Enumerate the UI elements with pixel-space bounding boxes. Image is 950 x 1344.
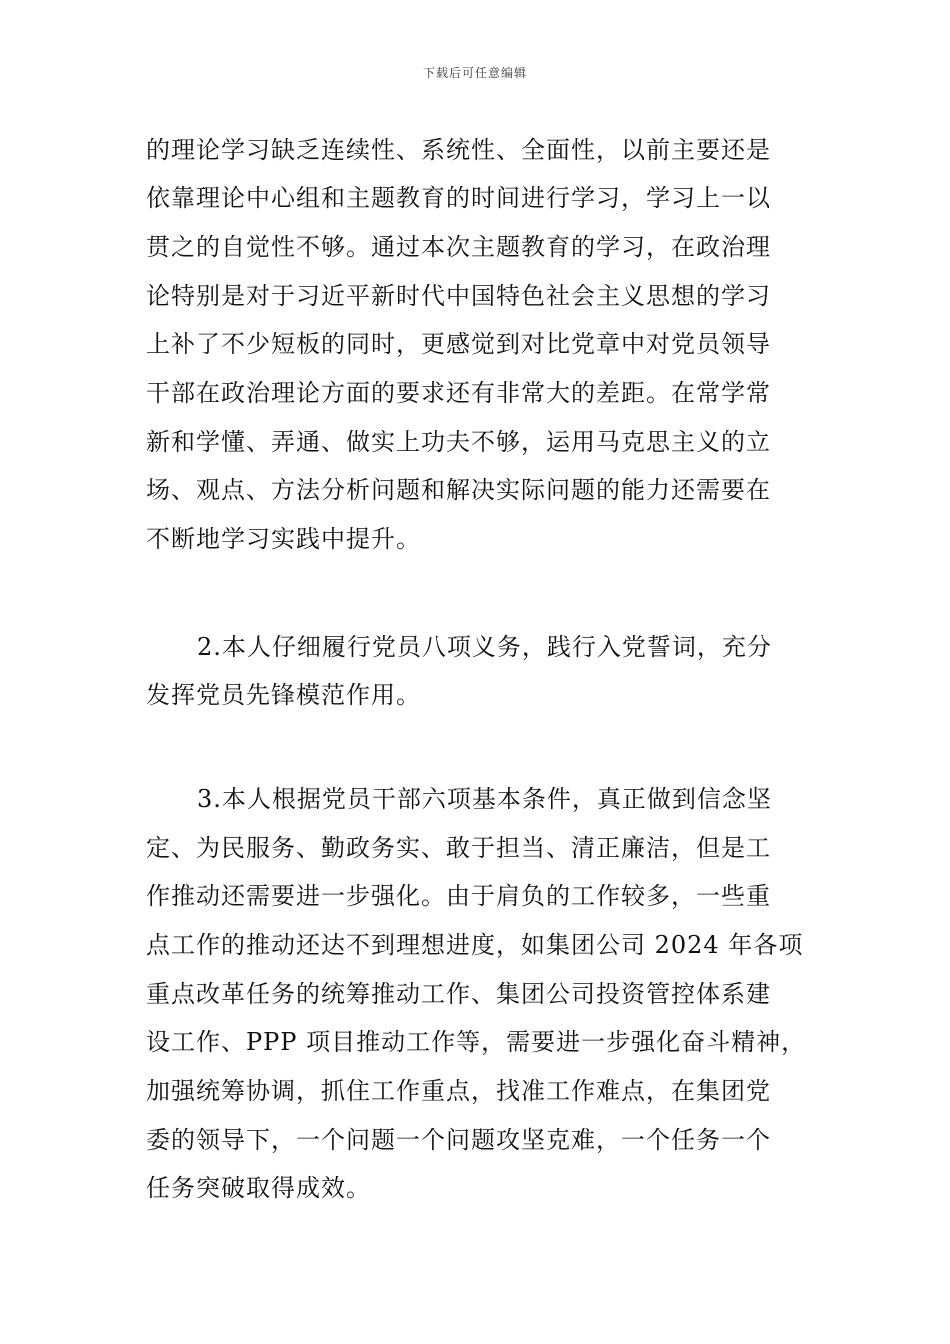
paragraph-3-line-8: 委的领导下，一个问题一个问题攻坚克难，一个任务一个 (146, 1126, 771, 1154)
header-note: 下载后可任意编辑 (422, 66, 527, 80)
paragraph-1-line-4: 论特别是对于习近平新时代中国特色社会主义思想的学习 (146, 282, 771, 310)
paragraph-1-line-2: 依靠理论中心组和主题教育的时间进行学习，学习上一以 (146, 184, 771, 212)
paragraph-1-line-6: 干部在政治理论方面的要求还有非常大的差距。在常学常 (146, 379, 771, 407)
paragraph-3-line-5: 重点改革任务的统筹推动工作、集团公司投资管控体系建 (146, 980, 771, 1008)
paragraph-3-line-4: 点工作的推动还达不到理想进度，如集团公司 2024 年各项 (146, 931, 804, 959)
paragraph-1-line-9: 不断地学习实践中提升。 (146, 525, 421, 553)
paragraph-1-line-5: 上补了不少短板的同时，更感觉到对比党章中对党员领导 (146, 330, 771, 358)
paragraph-2-line-1: 2.本人仔细履行党员八项义务，践行入党誓词，充分 (197, 633, 772, 661)
paragraph-1-line-3: 贯之的自觉性不够。通过本次主题教育的学习，在政治理 (146, 233, 771, 261)
paragraph-3-line-6: 设工作、PPP 项目推动工作等，需要进一步强化奋斗精神， (146, 1028, 807, 1056)
paragraph-1-line-7: 新和学懂、弄通、做实上功夫不够，运用马克思主义的立 (146, 428, 771, 456)
paragraph-3-line-2: 定、为民服务、勤政务实、敢于担当、清正廉洁，但是工 (146, 834, 771, 862)
paragraph-3-line-7: 加强统筹协调，抓住工作重点，找准工作难点，在集团党 (146, 1077, 771, 1105)
paragraph-3-line-9: 任务突破取得成效。 (146, 1174, 371, 1202)
paragraph-3-line-3: 作推动还需要进一步强化。由于肩负的工作较多，一些重 (146, 882, 771, 910)
paragraph-1-line-1: 的理论学习缺乏连续性、系统性、全面性，以前主要还是 (146, 136, 771, 164)
paragraph-1-line-8: 场、观点、方法分析问题和解决实际问题的能力还需要在 (146, 476, 771, 504)
paragraph-3-line-1: 3.本人根据党员干部六项基本条件，真正做到信念坚 (197, 785, 772, 813)
paragraph-2-line-2: 发挥党员先锋模范作用。 (146, 681, 421, 709)
